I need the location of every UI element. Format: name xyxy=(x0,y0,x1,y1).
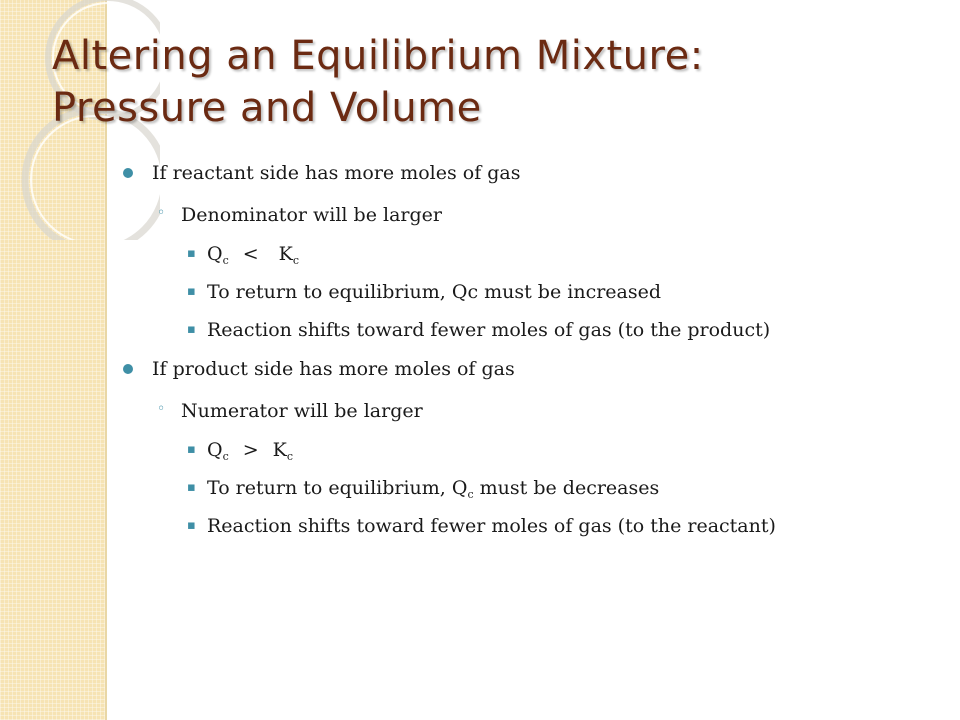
bullet-shift-to-reactant: Reaction shifts toward fewer moles of gas (to the reactant) xyxy=(207,515,776,537)
qc-decrease-text-post: must be decreases xyxy=(473,477,660,499)
k-subscript: c xyxy=(286,450,294,463)
slide-title xyxy=(52,30,932,134)
less-than-operator: < xyxy=(242,243,259,265)
sub-bullet-numerator: Numerator will be larger xyxy=(181,400,423,422)
title-line-1: Altering an Equilibrium Mixture: xyxy=(52,33,704,79)
qc-decrease-subscript: c xyxy=(467,488,474,501)
q-subscript: c xyxy=(222,450,229,463)
bullet-qc-decreases xyxy=(207,477,659,501)
k-subscript: c xyxy=(292,254,300,267)
k-symbol: K xyxy=(272,439,287,461)
bullet-shift-to-product: Reaction shifts toward fewer moles of gas (to the product) xyxy=(207,319,771,341)
sub-sub-bullet-mark: ▪ xyxy=(187,284,196,299)
bullet-dot xyxy=(123,168,133,178)
bullet-qc-increased: To return to equilibrium, Qc must be increased xyxy=(207,281,662,303)
bullet-reactant-more-gas: If reactant side has more moles of gas xyxy=(152,162,521,184)
q-symbol: Q xyxy=(207,243,223,265)
bullet-product-more-gas: If product side has more moles of gas xyxy=(152,358,515,380)
expr-qc-less-kc xyxy=(207,243,299,267)
sub-sub-bullet-mark: ▪ xyxy=(187,322,196,337)
sub-sub-bullet-mark: ▪ xyxy=(187,480,196,495)
bullet-dot xyxy=(123,364,133,374)
qc-decrease-text-pre: To return to equilibrium, Q xyxy=(207,477,468,499)
expr-qc-greater-kc xyxy=(207,439,293,463)
q-symbol: Q xyxy=(207,439,223,461)
sub-sub-bullet-mark: ▪ xyxy=(187,442,196,457)
sub-sub-bullet-mark: ▪ xyxy=(187,518,196,533)
sub-sub-bullet-mark: ▪ xyxy=(187,246,196,261)
sub-bullet-ring: ◦ xyxy=(157,401,166,417)
sub-bullet-denominator: Denominator will be larger xyxy=(181,204,442,226)
title-line-2: Pressure and Volume xyxy=(52,85,482,131)
k-symbol: K xyxy=(278,243,293,265)
q-subscript: c xyxy=(222,254,229,267)
sub-bullet-ring: ◦ xyxy=(157,205,166,221)
greater-than-operator: > xyxy=(242,439,259,461)
